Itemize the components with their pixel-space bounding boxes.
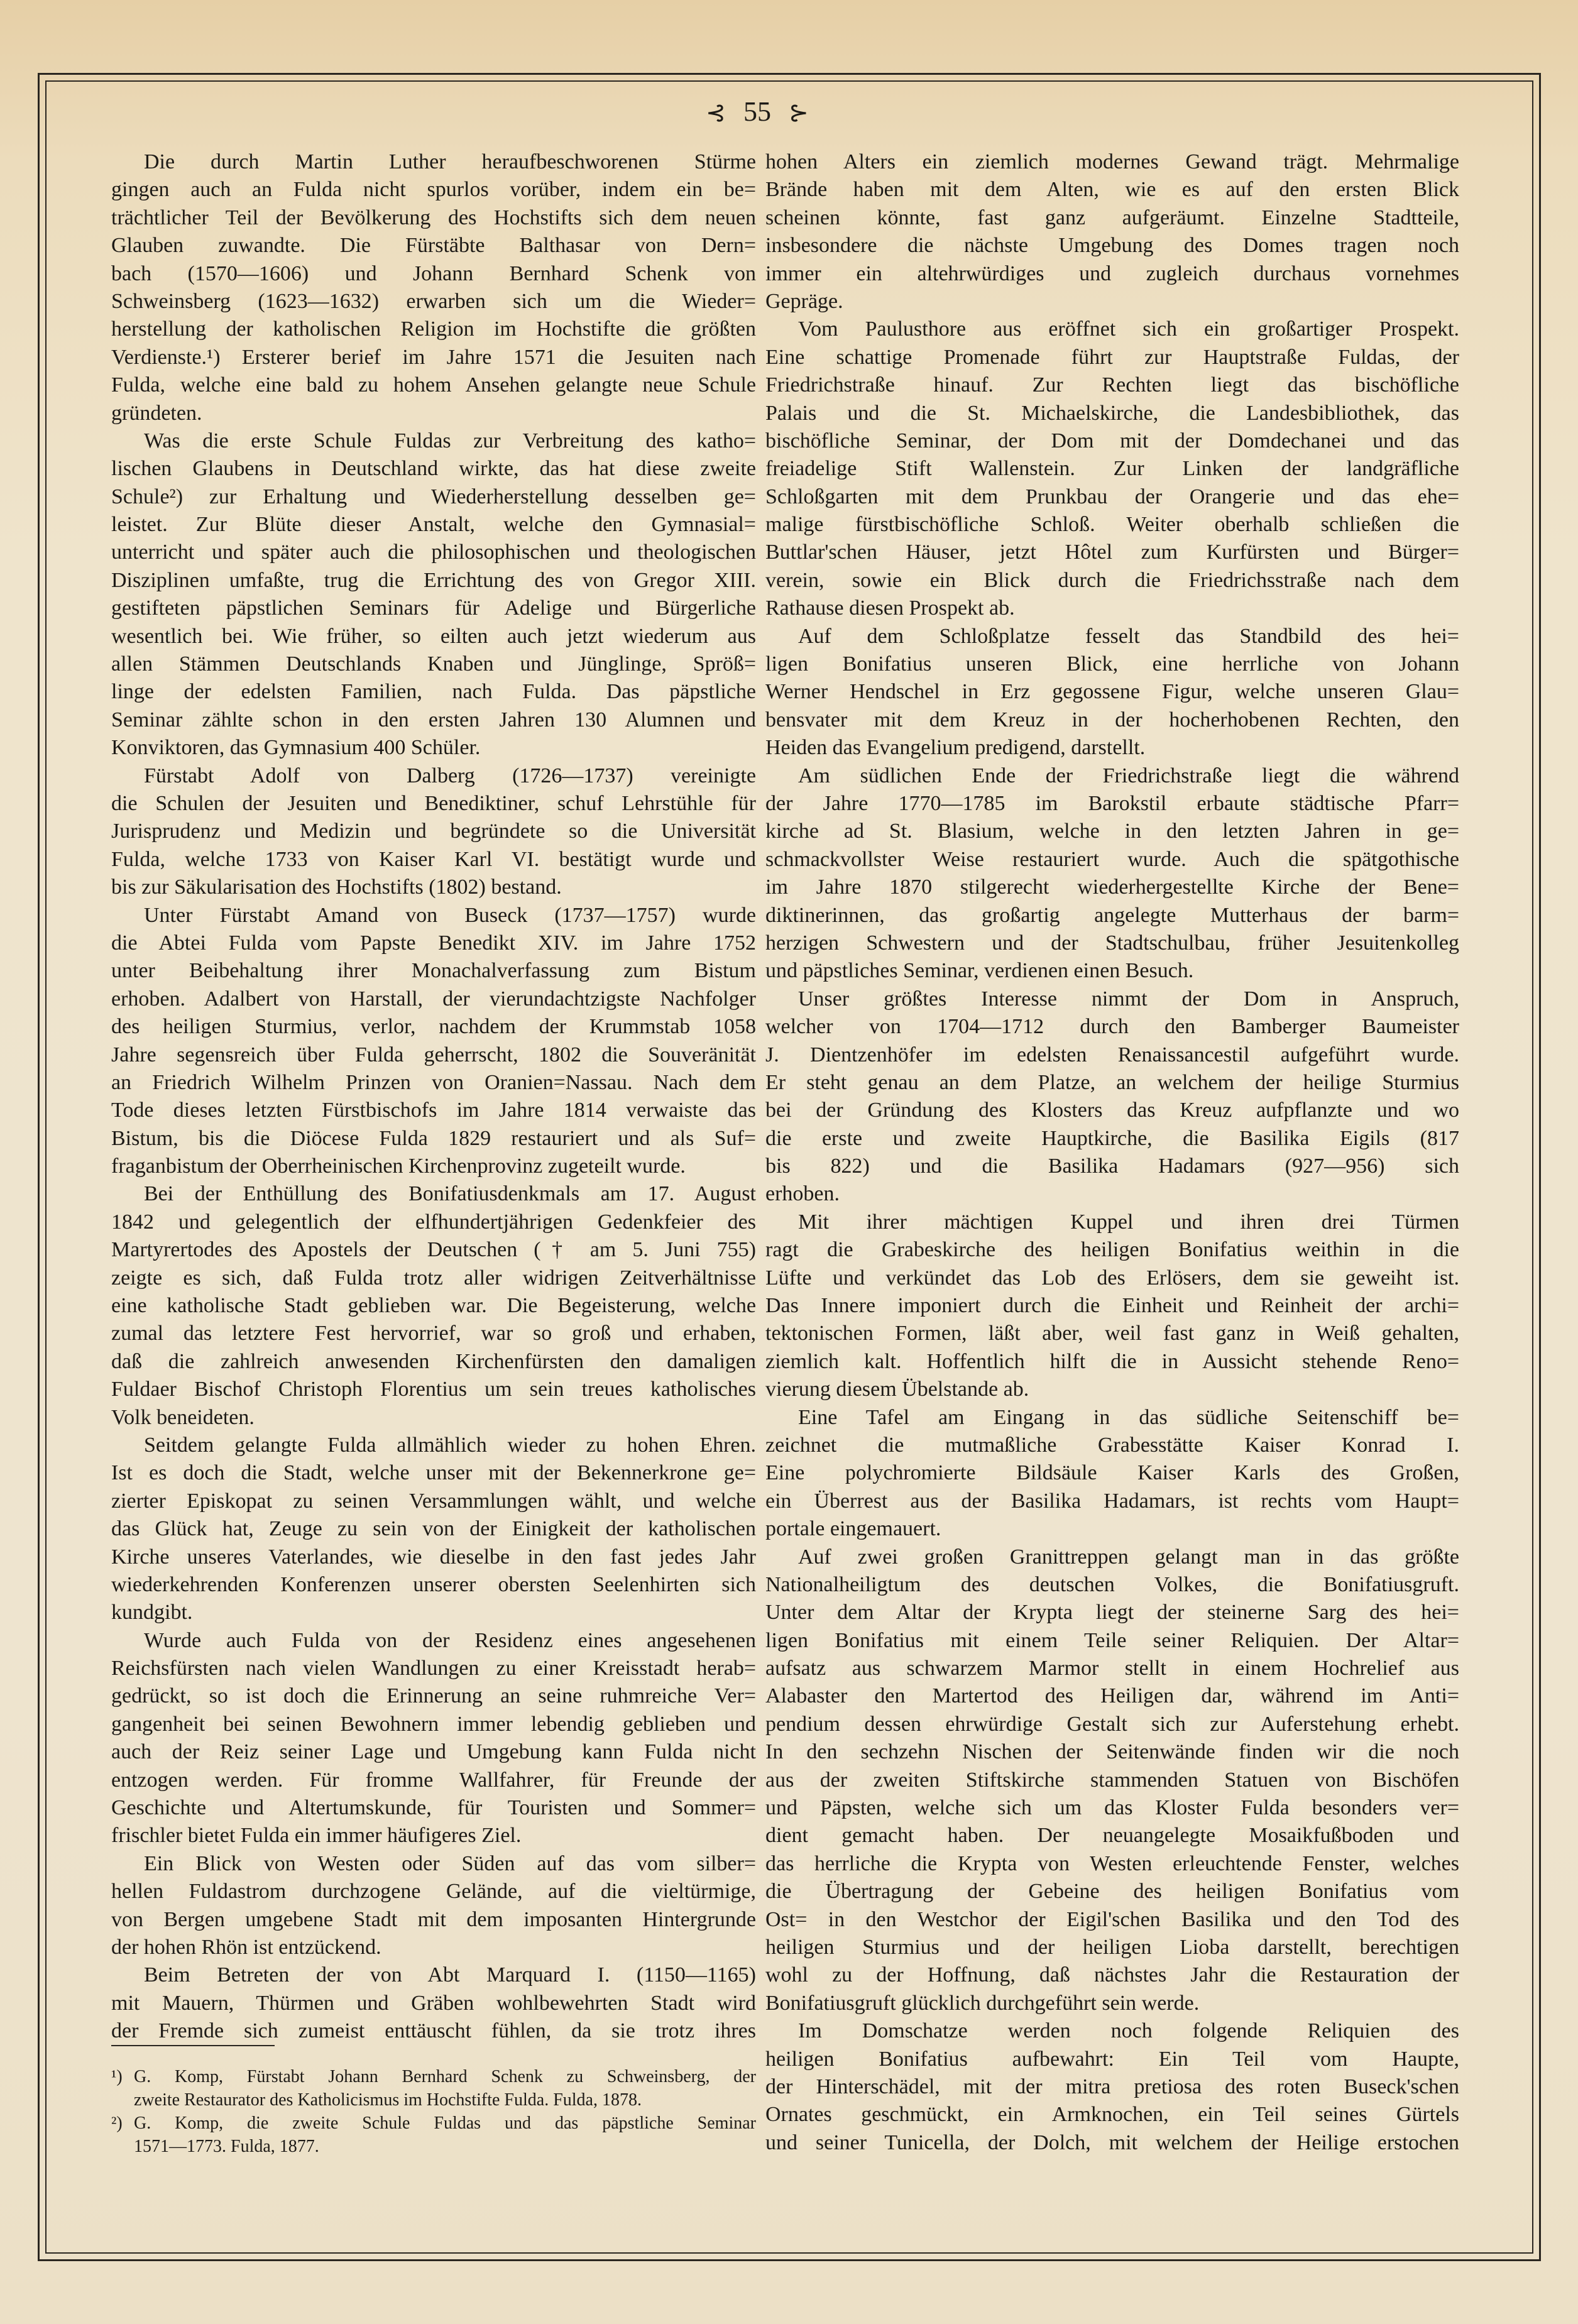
text-line: Gepräge. [765, 289, 843, 313]
paragraph [111, 1627, 756, 1850]
text-line: bensvater mit dem Kreuz in der hocherhobenen Rechten, den [765, 708, 1459, 732]
footnote-line [111, 2065, 756, 2088]
text-line: Palais und die St. Michaelskirche, die Landesbibliothek, das [765, 401, 1459, 425]
text-line: zeigte es sich, daß Fulda trotz aller widrigen Zeitverhältnisse [111, 1266, 756, 1290]
text-line: heiligen Sturmius und der heiligen Lioba darstellt, berechtigen [765, 1936, 1459, 1959]
text-line: tektonischen Formen, läßt aber, weil fast ganz in Weiß gehalten, [765, 1322, 1459, 1346]
text-line: Buttlar'schen Häuser, jetzt Hôtel zum Kurfürsten und Bürger= [765, 540, 1459, 564]
text-line: Seitdem gelangte Fulda allmählich wieder zu hohen Ehren. [144, 1433, 756, 1457]
text-line: Schweinsberg (1623—1632) erwarben sich um die Wieder= [111, 289, 756, 313]
text-line: Werner Hendschel in Erz gegossene Figur, welche unseren Glau= [765, 680, 1459, 704]
text-line: leistet. Zur Blüte dieser Anstalt, welche den Gymnasial= [111, 513, 756, 537]
text-line: Ornates geschmückt, ein Armknochen, ein Teil seines Gürtels [765, 2103, 1459, 2127]
paragraph [765, 762, 1459, 985]
text-line: Mit ihrer mächtigen Kuppel und ihren drei Türmen [798, 1210, 1459, 1234]
paragraph [111, 427, 756, 762]
footnote-line [111, 2088, 756, 2112]
text-line: Auf dem Schloßplatze fesselt das Standbild des hei= [798, 624, 1459, 648]
text-line: und päpstliches Seminar, verdienen einen Besuch. [765, 959, 1194, 983]
text-line: entzogen werden. Für fromme Wallfahrer, für Freunde der [111, 1768, 756, 1792]
text-line: bischöfliche Seminar, der Dom mit der Domdechanei und das [765, 429, 1459, 452]
text-line: Er steht genau an dem Platze, an welchem der heilige Sturmius [765, 1070, 1459, 1094]
text-line: und Päpsten, welche sich um das Kloster Fulda besonders ver= [765, 1796, 1459, 1820]
text-line: ligen Bonifatius mit einem Teile seiner Reliquien. Der Altar= [765, 1628, 1459, 1652]
footnote-mark: ²) [111, 2113, 123, 2133]
paragraph [765, 2017, 1459, 2157]
text-line: welcher von 1704—1712 durch den Bamberger Baumeister [765, 1015, 1459, 1039]
paragraph [111, 1432, 756, 1627]
text-line: die Abtei Fulda vom Papste Benedikt XIV. im Jahre 1752 [111, 931, 756, 955]
text-line: zierter Episkopat zu seinen Versammlungen wählt, und welche [111, 1489, 756, 1513]
paragraph [765, 985, 1459, 1209]
text-line: Lüfte und verkündet das Lob des Erlösers, dem sie geweiht ist. [765, 1266, 1459, 1290]
text-line: Fürstabt Adolf von Dalberg (1726—1737) vereinigte [144, 764, 756, 787]
footnote-line [111, 2112, 756, 2135]
text-line: Schule²) zur Erhaltung und Wiederherstellung desselben ge= [111, 485, 756, 508]
text-line: fraganbistum der Oberrheinischen Kirchenprovinz zugeteilt wurde. [111, 1154, 686, 1178]
text-line: Fulda, welche 1733 von Kaiser Karl VI. bestätigt wurde und [111, 847, 756, 871]
text-line: ein Überrest aus der Basilika Hadamars, ist rechts vom Haupt= [765, 1489, 1459, 1513]
text-line: Reichsfürsten nach vielen Wandlungen zu einer Kreisstadt herab= [111, 1657, 756, 1680]
text-line: Seminar zählte schon in den ersten Jahren 130 Alumnen und [111, 708, 756, 732]
text-line: bis 822) und die Basilika Hadamars (927—956) sich [765, 1154, 1459, 1178]
text-line: gründeten. [111, 401, 202, 425]
paragraph [111, 148, 756, 427]
text-line: linge der edelsten Familien, nach Fulda. Das päpstliche [111, 680, 756, 704]
text-line: verein, sowie ein Blick durch die Friedrichsstraße nach dem [765, 568, 1459, 592]
text-line: Verdienste.¹) Ersterer berief im Jahre 1571 die Jesuiten nach [111, 345, 756, 369]
text-line: Fulda, welche eine bald zu hohem Ansehen gelangte neue Schule [111, 373, 756, 397]
text-line: schmackvollster Weise restauriert wurde. Auch die spätgothische [765, 847, 1459, 871]
footnote-text: G. Komp, Fürstabt Johann Bernhard Schenk zu Schweinsberg, der [134, 2067, 756, 2086]
text-line: Eine Tafel am Eingang in das südliche Seitenschiff be= [798, 1405, 1459, 1429]
text-line: Alabaster den Martertod des Heiligen dar, während im Anti= [765, 1684, 1459, 1708]
text-line: kirche ad St. Blasium, welche in den letzten Jahren in ge= [765, 819, 1459, 843]
text-line: erhoben. Adalbert von Harstall, der vierundachtzigste Nachfolger [111, 987, 756, 1011]
footnote-text: G. Komp, die zweite Schule Fuldas und das päpstliche Seminar [134, 2113, 756, 2133]
text-line: Im Domschatze werden noch folgende Reliquien des [798, 2019, 1459, 2043]
text-line: Am südlichen Ende der Friedrichstraße liegt die während [798, 764, 1459, 787]
text-line: der Jahre 1770—1785 im Barokstil erbaute städtische Pfarr= [765, 791, 1459, 815]
text-line: Ist es doch die Stadt, welche unser mit der Bekennerkrone ge= [111, 1461, 756, 1485]
text-line: im Jahre 1870 stilgerecht wiederhergestellte Kirche der Bene= [765, 875, 1459, 899]
page-header [679, 94, 836, 131]
text-line: vierung diesem Übelstande ab. [765, 1378, 1029, 1401]
page-number: 55 [743, 96, 771, 127]
footnote [111, 2065, 756, 2112]
text-line: insbesondere die nächste Umgebung des Domes tragen noch [765, 234, 1459, 258]
text-line: Eine schattige Promenade führt zur Hauptstraße Fuldas, der [765, 345, 1459, 369]
text-line: Konviktoren, das Gymnasium 400 Schüler. [111, 736, 481, 760]
text-line: Heiden das Evangelium predigend, darstellt. [765, 736, 1146, 760]
text-line: Nationalheiligtum des deutschen Volkes, die Bonifatiusgruft. [765, 1572, 1459, 1596]
text-line: unter Beibehaltung ihrer Monachalverfassung zum Bistum [111, 959, 756, 983]
text-line: unterricht und später auch die philosophischen und theologischen [111, 540, 756, 564]
text-line: der hohen Rhön ist entzückend. [111, 1936, 381, 1959]
footnote-text: 1571—1773. Fulda, 1877. [134, 2137, 319, 2156]
text-line: Was die erste Schule Fuldas zur Verbreitung des katho= [144, 429, 756, 452]
left-column [111, 148, 756, 2046]
text-line: trächtlicher Teil der Bevölkerung des Hochstifts sich dem neuen [111, 206, 756, 229]
text-line: Brände haben mit dem Alten, wie es auf den ersten Blick [765, 178, 1459, 202]
text-line: Glauben zuwandte. Die Fürstäbte Balthasar von Dern= [111, 234, 756, 258]
text-line: aus der zweiten Stiftskirche stammenden Statuen von Bischöfen [765, 1768, 1459, 1792]
text-line: Wurde auch Fulda von der Residenz eines angesehenen [144, 1628, 756, 1652]
text-line: 1842 und gelegentlich der elfhundertjährigen Gedenkfeier des [111, 1210, 756, 1234]
text-line: gestifteten päpstlichen Seminars für Adelige und Bürgerliche [111, 596, 756, 620]
text-line: portale eingemauert. [765, 1517, 941, 1541]
text-line: Unter dem Altar der Krypta liegt der steinerne Sarg des hei= [765, 1601, 1459, 1625]
text-line: Das Innere imponiert durch die Einheit und Reinheit der archi= [765, 1294, 1459, 1318]
paragraph [111, 902, 756, 1181]
text-line: wohl zu der Hoffnung, daß nächstes Jahr die Restauration der [765, 1963, 1459, 1987]
text-line: daß die zahlreich anwesenden Kirchenfürsten den damaligen [111, 1349, 756, 1373]
text-line: Vom Paulusthore aus eröffnet sich ein großartiger Prospekt. [798, 317, 1459, 341]
text-line: In den sechzehn Nischen der Seitenwände finden wir die noch [765, 1740, 1459, 1764]
text-line: dient gemacht haben. Der neuangelegte Mosaikfußboden und [765, 1824, 1459, 1848]
text-line: Geschichte und Altertumskunde, für Touristen und Sommer= [111, 1796, 756, 1820]
text-line: herstellung der katholischen Religion im Hochstifte die größten [111, 317, 756, 341]
footnote-line [111, 2135, 756, 2158]
text-line: die Schulen der Jesuiten und Benediktiner, schuf Lehrstühle für [111, 791, 756, 815]
text-line: zumal das letztere Fest hervorrief, war so groß und erhaben, [111, 1322, 756, 1346]
text-line: bei der Gründung des Klosters das Kreuz aufpflanzte und wo [765, 1099, 1459, 1122]
paragraph [765, 1404, 1459, 1543]
text-line: die erste und zweite Hauptkirche, die Basilika Eigils (817 [765, 1126, 1459, 1150]
text-line: Bonifatiusgruft glücklich durchgeführt sein werde. [765, 1991, 1200, 2015]
text-line: mit Mauern, Thürmen und Gräben wohlbewehrten Stadt wird [111, 1991, 756, 2015]
ornament-left-icon: ⊰ [706, 100, 726, 126]
paragraph [765, 623, 1459, 762]
text-line: Martyrertodes des Apostels der Deutschen († am 5. Juni 755) [111, 1238, 756, 1262]
text-line: Beim Betreten der von Abt Marquard I. (1150—1165) [144, 1963, 756, 1987]
footnote [111, 2112, 756, 2158]
text-line: lischen Glaubens in Deutschland wirkte, das hat diese zweite [111, 457, 756, 481]
text-line: Auf zwei großen Granittreppen gelangt man in das größte [798, 1545, 1459, 1569]
text-line: Unter Fürstabt Amand von Buseck (1737—1757) wurde [144, 903, 756, 927]
text-line: hellen Fuldastrom durchzogene Gelände, auf die vieltürmige, [111, 1880, 756, 1904]
paragraph [765, 315, 1459, 622]
text-line: Tode dieses letzten Fürstbischofs im Jahre 1814 verwaiste das [111, 1099, 756, 1122]
text-line: Schloßgarten mit dem Prunkbau der Orangerie und das ehe= [765, 485, 1459, 508]
text-line: immer ein altehrwürdiges und zugleich durchaus vornehmes [765, 261, 1459, 285]
text-line: freiadelige Stift Wallenstein. Zur Linken der landgräfliche [765, 457, 1459, 481]
text-line: eine katholische Stadt geblieben war. Die Begeisterung, welche [111, 1294, 756, 1318]
paragraph [765, 1543, 1459, 2018]
paragraph [111, 1180, 756, 1432]
text-line: bis zur Säkularisation des Hochstifts (1802) bestand. [111, 875, 562, 899]
footnote-mark: ¹) [111, 2067, 123, 2086]
text-line: zeichnet die mutmaßliche Grabesstätte Kaiser Konrad I. [765, 1433, 1459, 1457]
right-column [765, 148, 1459, 2157]
text-line: gedrückt, so ist doch die Erinnerung an seine ruhmreiche Ver= [111, 1684, 756, 1708]
text-line: scheinen könnte, fast ganz aufgeräumt. Einzelne Stadtteile, [765, 206, 1459, 229]
text-line: das Glück hat, Zeuge zu sein von der Einigkeit der katholischen [111, 1517, 756, 1541]
paragraph [765, 148, 1459, 315]
text-line: gingen auch an Fulda nicht spurlos vorüber, indem ein be= [111, 178, 756, 202]
text-line: auch der Reiz seiner Lage und Umgebung kann Fulda nicht [111, 1740, 756, 1764]
text-line: Ost= in den Westchor der Eigil'schen Basilika und den Tod des [765, 1907, 1459, 1931]
text-line: Jurisprudenz und Medizin und begründete so die Universität [111, 819, 756, 843]
text-line: Ein Blick von Westen oder Süden auf das vom silber= [144, 1851, 756, 1875]
text-line: malige fürstbischöfliche Schloß. Weiter oberhalb schließen die [765, 513, 1459, 537]
text-line: pendium dessen ehrwürdige Gestalt sich zur Auferstehung erhebt. [765, 1712, 1459, 1736]
paragraph [765, 1209, 1459, 1404]
paragraph [111, 762, 756, 902]
text-line: diktinerinnen, das großartig angelegte Mutterhaus der barm= [765, 903, 1459, 927]
footnote-text: zweite Restaurator des Katholicismus im Hochstifte Fulda. Fulda, 1878. [134, 2090, 642, 2110]
text-line: Volk beneideten. [111, 1405, 255, 1429]
text-line: an Friedrich Wilhelm Prinzen von Oranien=Nassau. Nach dem [111, 1070, 756, 1094]
text-line: Jahre segensreich über Fulda geherrscht, 1802 die Souveränität [111, 1043, 756, 1066]
text-line: herzigen Schwestern und der Stadtschulbau, früher Jesuitenkolleg [765, 931, 1459, 955]
text-line: der Fremde sich zumeist enttäuscht fühlen, da sie trotz ihres [111, 2019, 756, 2043]
text-line: Fuldaer Bischof Christoph Florentius um sein treues katholisches [111, 1378, 756, 1401]
text-line: frischler bietet Fulda ein immer häufigeres Ziel. [111, 1824, 522, 1848]
paragraph [111, 1850, 756, 1962]
text-line: hohen Alters ein ziemlich modernes Gewand trägt. Mehrmalige [765, 150, 1459, 173]
text-line: Disziplinen umfaßte, trug die Errichtung des von Gregor XIII. [111, 568, 756, 592]
text-line: bach (1570—1606) und Johann Bernhard Schenk von [111, 261, 756, 285]
text-line: das herrliche die Krypta von Westen erleuchtende Fenster, welches [765, 1851, 1459, 1875]
text-line: ragt die Grabeskirche des heiligen Bonifatius weithin in die [765, 1238, 1459, 1262]
text-line: allen Stämmen Deutschlands Knaben und Jünglinge, Spröß= [111, 652, 756, 676]
ornament-right-icon: ⊱ [789, 100, 809, 126]
text-line: erhoben. [765, 1182, 840, 1206]
footnotes [111, 2065, 756, 2158]
text-line: von Bergen umgebene Stadt mit dem imposanten Hintergrunde [111, 1907, 756, 1931]
text-line: Rathause diesen Prospekt ab. [765, 596, 1015, 620]
text-line: Unser größtes Interesse nimmt der Dom in Anspruch, [798, 987, 1459, 1011]
text-line: heiligen Bonifatius aufbewahrt: Ein Teil vom Haupte, [765, 2047, 1459, 2071]
footnote-separator [111, 2045, 275, 2046]
text-line: der Hinterschädel, mit der mitra pretiosa des roten Buseck'schen [765, 2075, 1459, 2098]
text-line: Bistum, bis die Diöcese Fulda 1829 restauriert und als Suf= [111, 1126, 756, 1150]
text-line: Die durch Martin Luther heraufbeschworenen Stürme [144, 150, 756, 173]
text-line: und seiner Tunicella, der Dolch, mit welchem der Heilige erstochen [765, 2130, 1459, 2154]
text-line: des heiligen Sturmius, verlor, nachdem der Krummstab 1058 [111, 1015, 756, 1039]
text-line: die Übertragung der Gebeine des heiligen Bonifatius vom [765, 1880, 1459, 1904]
text-line: aufsatz aus schwarzem Marmor stellt in einem Hochrelief aus [765, 1657, 1459, 1680]
text-line: wesentlich bei. Wie früher, so eilten auch jetzt wiederum aus [111, 624, 756, 648]
text-line: Bei der Enthüllung des Bonifatiusdenkmals am 17. August [144, 1182, 756, 1206]
text-line: kundgibt. [111, 1601, 193, 1625]
text-line: Eine polychromierte Bildsäule Kaiser Karls des Großen, [765, 1461, 1459, 1485]
text-line: gangenheit bei seinen Bewohnern immer lebendig geblieben und [111, 1712, 756, 1736]
text-line: J. Dientzenhöfer im edelsten Renaissancestil aufgeführt wurde. [765, 1043, 1459, 1066]
paragraph [111, 1961, 756, 2045]
text-line: Kirche unseres Vaterlandes, wie dieselbe in den fast jedes Jahr [111, 1545, 756, 1569]
text-line: Friedrichstraße hinauf. Zur Rechten liegt das bischöfliche [765, 373, 1459, 397]
text-line: ziemlich kalt. Hoffentlich hilft die in Aussicht stehende Reno= [765, 1349, 1459, 1373]
text-line: ligen Bonifatius unseren Blick, eine herrliche von Johann [765, 652, 1459, 676]
text-line: wiederkehrenden Konferenzen unserer obersten Seelenhirten sich [111, 1572, 756, 1596]
